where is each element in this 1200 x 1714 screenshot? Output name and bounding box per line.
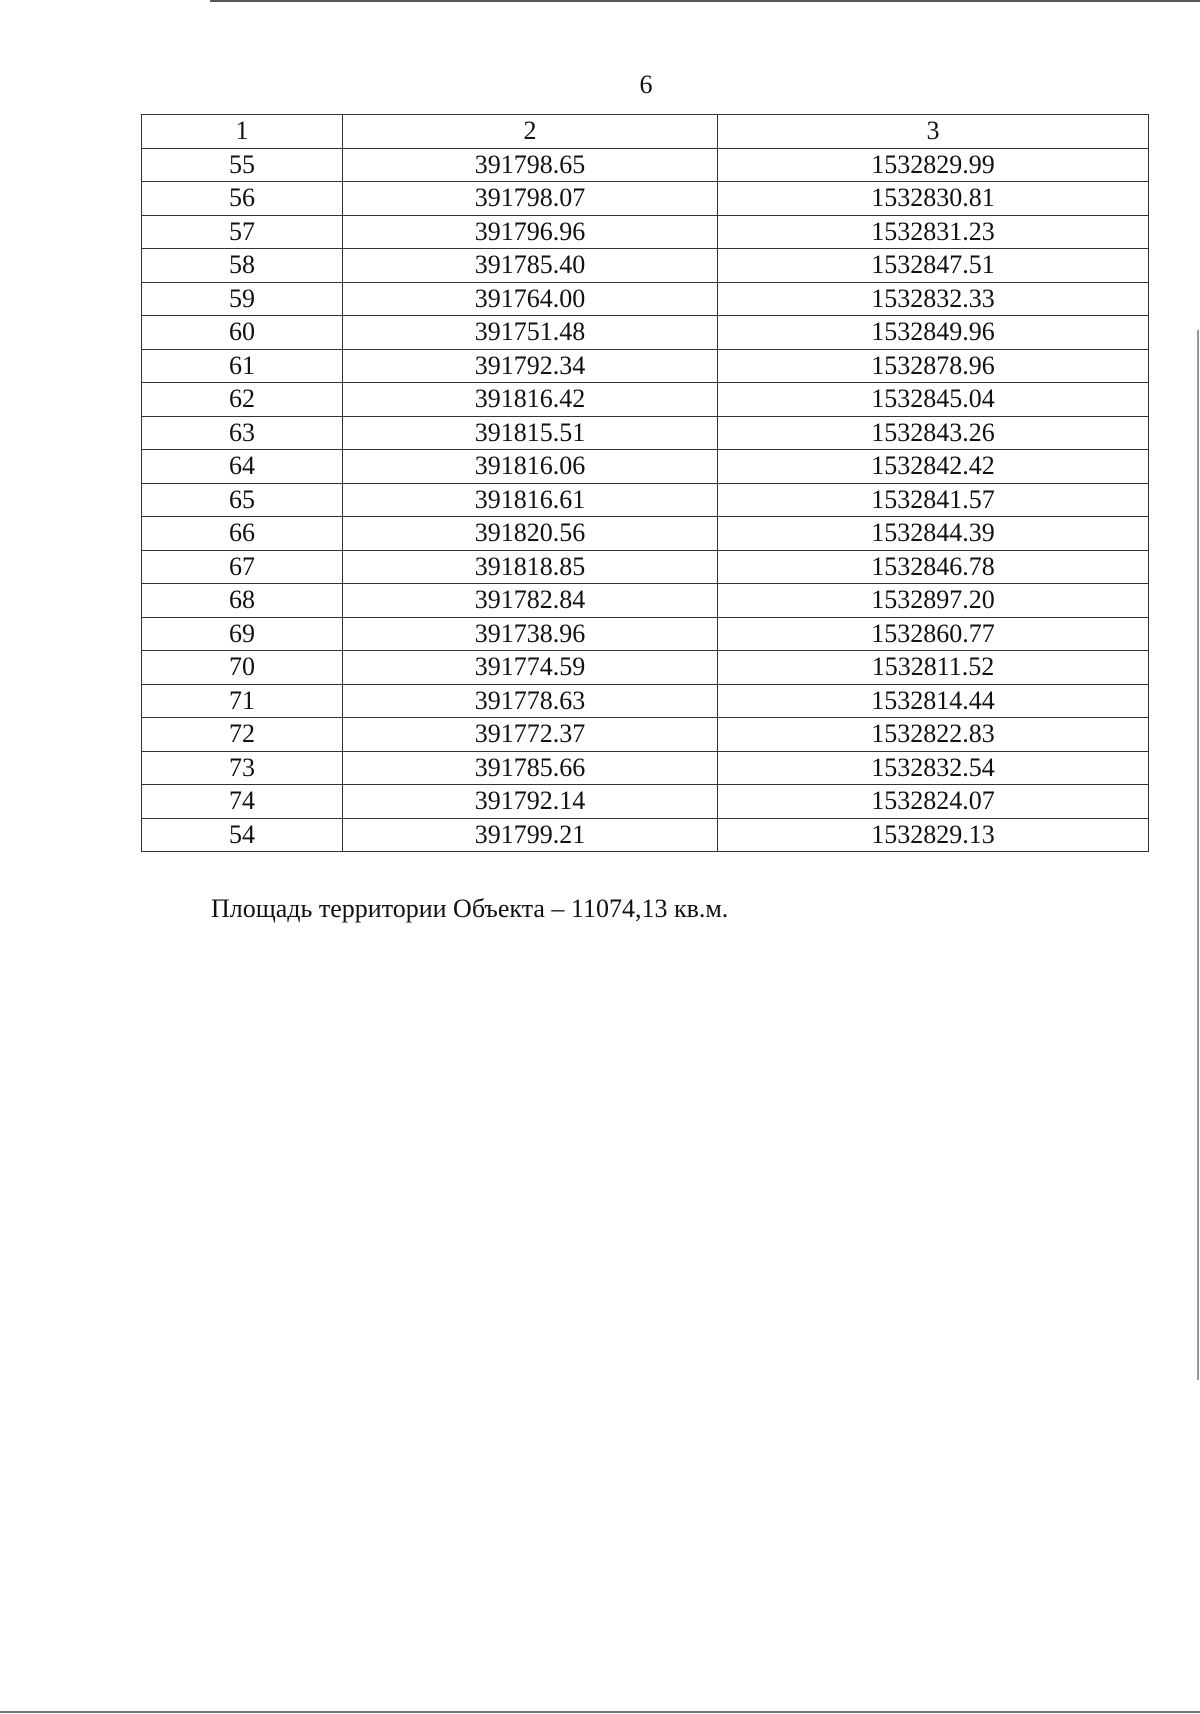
- x-coordinate-cell: 391778.63: [343, 684, 718, 718]
- table-row: [142, 383, 1149, 417]
- point-number-cell: 56: [142, 182, 343, 216]
- point-number-cell: 73: [142, 751, 343, 785]
- point-number-cell: 68: [142, 584, 343, 618]
- x-coordinate-cell: 391751.48: [343, 316, 718, 350]
- x-coordinate-cell: 391792.14: [343, 785, 718, 819]
- table-row: [142, 517, 1149, 551]
- table-row: [142, 584, 1149, 618]
- table-row: [142, 651, 1149, 685]
- scan-edge-right: [1197, 330, 1199, 1380]
- point-number-cell: 67: [142, 550, 343, 584]
- page-number: 6: [639, 70, 653, 99]
- y-coordinate-cell: 1532824.07: [718, 785, 1149, 819]
- y-coordinate-cell: 1532814.44: [718, 684, 1149, 718]
- y-coordinate-cell: 1532843.26: [718, 416, 1149, 450]
- point-number-cell: 70: [142, 651, 343, 685]
- table-row: [142, 684, 1149, 718]
- header-cell-x-coordinate: 2: [343, 115, 718, 149]
- y-coordinate-cell: 1532849.96: [718, 316, 1149, 350]
- y-coordinate-cell: 1532860.77: [718, 617, 1149, 651]
- x-coordinate-cell: 391785.66: [343, 751, 718, 785]
- point-number-cell: 58: [142, 249, 343, 283]
- point-number-cell: 55: [142, 148, 343, 182]
- x-coordinate-cell: 391815.51: [343, 416, 718, 450]
- y-coordinate-cell: 1532811.52: [718, 651, 1149, 685]
- x-coordinate-cell: 391792.34: [343, 349, 718, 383]
- table-row: [142, 617, 1149, 651]
- point-number-cell: 54: [142, 818, 343, 852]
- table-row: [142, 785, 1149, 819]
- table-row: [142, 751, 1149, 785]
- table-row: [142, 718, 1149, 752]
- y-coordinate-cell: 1532846.78: [718, 550, 1149, 584]
- table-row: [142, 282, 1149, 316]
- table-row: [142, 483, 1149, 517]
- table-row: [142, 349, 1149, 383]
- point-number-cell: 61: [142, 349, 343, 383]
- coordinates-table-body: [142, 115, 1149, 852]
- y-coordinate-cell: 1532832.33: [718, 282, 1149, 316]
- scan-edge-bottom: [0, 1711, 1200, 1713]
- y-coordinate-cell: 1532829.13: [718, 818, 1149, 852]
- scan-edge-top: [210, 0, 1200, 2]
- header-cell-y-coordinate: 3: [718, 115, 1149, 149]
- header-cell-point-number: 1: [142, 115, 343, 149]
- x-coordinate-cell: 391782.84: [343, 584, 718, 618]
- point-number-cell: 72: [142, 718, 343, 752]
- x-coordinate-cell: 391816.42: [343, 383, 718, 417]
- table-row: [142, 249, 1149, 283]
- x-coordinate-cell: 391816.06: [343, 450, 718, 484]
- table-row: [142, 416, 1149, 450]
- point-number-cell: 66: [142, 517, 343, 551]
- y-coordinate-cell: 1532897.20: [718, 584, 1149, 618]
- table-header-row: [142, 115, 1149, 149]
- coordinates-table: [141, 114, 1149, 852]
- y-coordinate-cell: 1532822.83: [718, 718, 1149, 752]
- table-row: [142, 182, 1149, 216]
- point-number-cell: 64: [142, 450, 343, 484]
- x-coordinate-cell: 391785.40: [343, 249, 718, 283]
- table-row: [142, 316, 1149, 350]
- y-coordinate-cell: 1532845.04: [718, 383, 1149, 417]
- table-row: [142, 450, 1149, 484]
- y-coordinate-cell: 1532878.96: [718, 349, 1149, 383]
- point-number-cell: 57: [142, 215, 343, 249]
- x-coordinate-cell: 391798.07: [343, 182, 718, 216]
- x-coordinate-cell: 391799.21: [343, 818, 718, 852]
- x-coordinate-cell: 391738.96: [343, 617, 718, 651]
- y-coordinate-cell: 1532829.99: [718, 148, 1149, 182]
- y-coordinate-cell: 1532830.81: [718, 182, 1149, 216]
- y-coordinate-cell: 1532841.57: [718, 483, 1149, 517]
- x-coordinate-cell: 391774.59: [343, 651, 718, 685]
- table-row: [142, 215, 1149, 249]
- x-coordinate-cell: 391798.65: [343, 148, 718, 182]
- point-number-cell: 62: [142, 383, 343, 417]
- table-row: [142, 550, 1149, 584]
- y-coordinate-cell: 1532842.42: [718, 450, 1149, 484]
- x-coordinate-cell: 391818.85: [343, 550, 718, 584]
- point-number-cell: 59: [142, 282, 343, 316]
- x-coordinate-cell: 391816.61: [343, 483, 718, 517]
- x-coordinate-cell: 391764.00: [343, 282, 718, 316]
- area-statement: Площадь территории Объекта – 11074,13 кв.м.: [211, 894, 729, 923]
- x-coordinate-cell: 391820.56: [343, 517, 718, 551]
- table-row: [142, 148, 1149, 182]
- table-row: [142, 818, 1149, 852]
- point-number-cell: 63: [142, 416, 343, 450]
- point-number-cell: 74: [142, 785, 343, 819]
- x-coordinate-cell: 391796.96: [343, 215, 718, 249]
- y-coordinate-cell: 1532844.39: [718, 517, 1149, 551]
- x-coordinate-cell: 391772.37: [343, 718, 718, 752]
- point-number-cell: 69: [142, 617, 343, 651]
- point-number-cell: 60: [142, 316, 343, 350]
- y-coordinate-cell: 1532847.51: [718, 249, 1149, 283]
- y-coordinate-cell: 1532832.54: [718, 751, 1149, 785]
- point-number-cell: 71: [142, 684, 343, 718]
- point-number-cell: 65: [142, 483, 343, 517]
- y-coordinate-cell: 1532831.23: [718, 215, 1149, 249]
